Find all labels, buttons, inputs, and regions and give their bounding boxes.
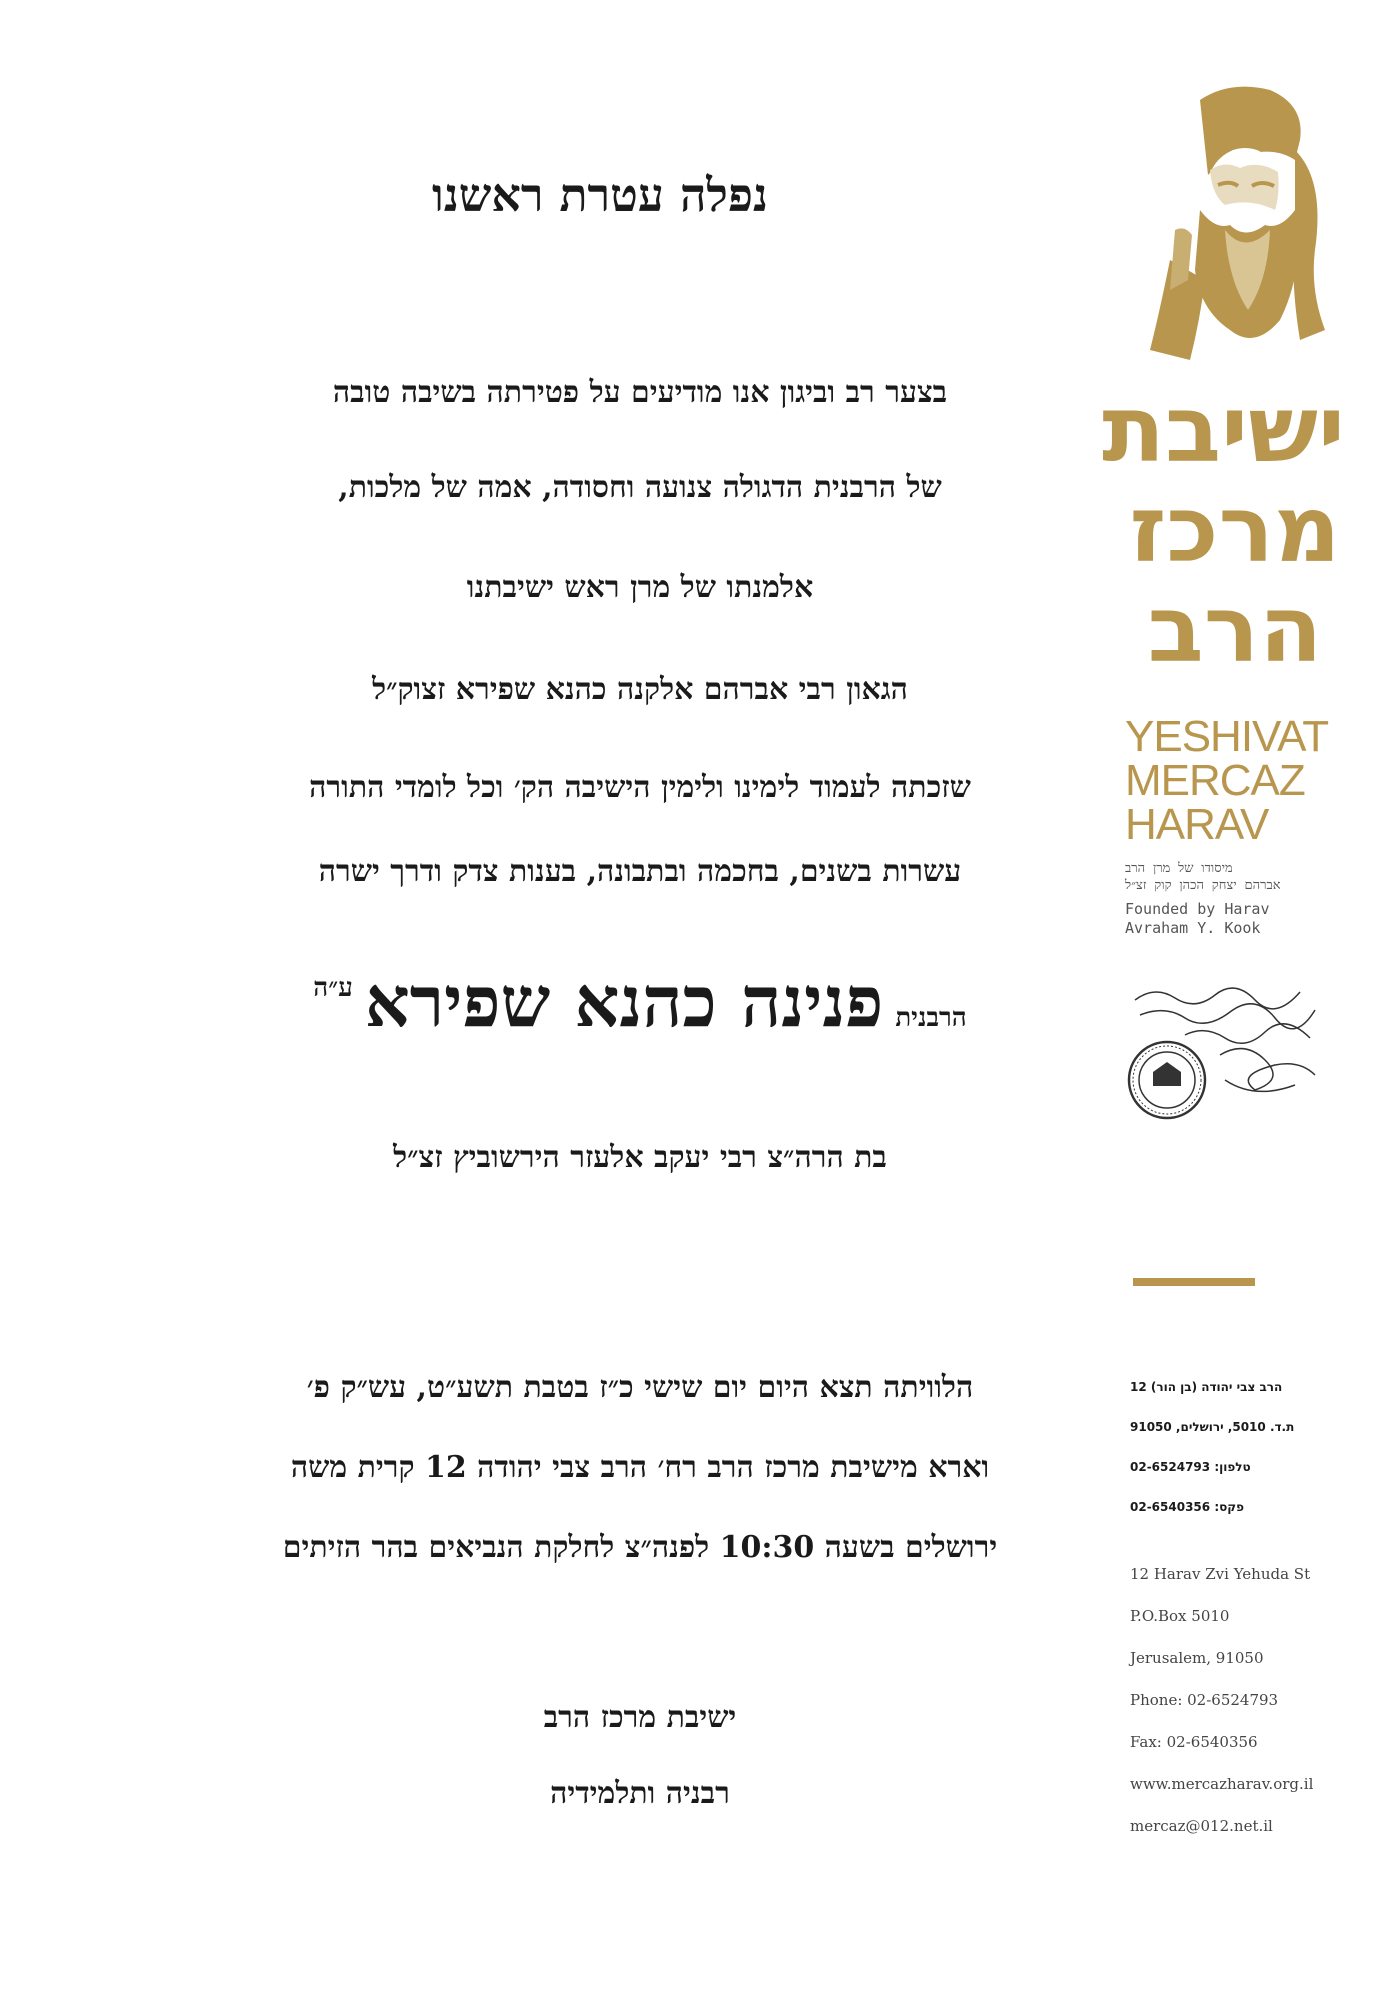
notice-line-6: עשרות בשנים, בחכמה ובתבונה, בענות צדק ודרך ישרה bbox=[318, 854, 962, 889]
contact-website-link[interactable]: www.mercazharav.org.il bbox=[1130, 1775, 1314, 1793]
contact-hebrew-address: הרב צבי יהודה (בן הור) 12 bbox=[1130, 1380, 1283, 1394]
contact-hebrew-pobox: ת.ד. 5010, ירושלים, 91050 bbox=[1130, 1420, 1295, 1434]
logo-hebrew-line-1: ישיבת bbox=[1102, 376, 1345, 483]
name-prefix: הרבנית bbox=[895, 1003, 967, 1033]
notice-line-1: בצער רב וביגון אנו מודיעים על פטירתה בשיבה טובה bbox=[332, 375, 948, 410]
founded-hebrew bbox=[1125, 860, 1335, 894]
contact-english-phone: Phone: 02-6524793 bbox=[1130, 1691, 1279, 1709]
founded-hebrew-line-2: אברהם יצחק הכהן קוק זצ״ל bbox=[1125, 878, 1281, 893]
founded-english-line-2: Avraham Y. Kook bbox=[1125, 919, 1261, 937]
gold-divider bbox=[1133, 1278, 1255, 1286]
founded-english-line-1: Founded by Harav bbox=[1125, 900, 1270, 918]
logo-hebrew bbox=[1102, 376, 1345, 683]
notice-line-2: של הרבנית הדגולה צנועה וחסודה, אמה של מלכות, bbox=[338, 470, 942, 505]
name-suffix: ע״ה bbox=[313, 973, 353, 1003]
deceased-name: פנינה כהנא שפירא bbox=[364, 960, 884, 1043]
contact-english-address: 12 Harav Zvi Yehuda St bbox=[1130, 1565, 1311, 1583]
logo-english-line-1: YESHIVAT bbox=[1125, 712, 1329, 761]
contact-email-link[interactable]: mercaz@012.net.il bbox=[1130, 1817, 1273, 1835]
contact-hebrew-fax: פקס: 02-6540356 bbox=[1130, 1500, 1245, 1514]
funeral-line-1: הלוויתה תצא היום יום שישי כ״ז בטבת תשע״ט, עש״ק פ׳ bbox=[306, 1370, 974, 1405]
lineage-line: בת הרה״צ רבי יעקב אלעזר הירשוביץ זצ״ל bbox=[393, 1140, 887, 1175]
logo-english-line-3: HARAV bbox=[1125, 800, 1269, 849]
contact-english-pobox: P.O.Box 5010 bbox=[1130, 1607, 1230, 1625]
rabbi-portrait-icon bbox=[1130, 80, 1330, 370]
contact-hebrew-phone: טלפון: 02-6524793 bbox=[1130, 1460, 1251, 1474]
notice-line-3: אלמנתו של מרן ראש ישיבתנו bbox=[466, 570, 814, 605]
notice-headline: נפלה עטרת ראשנו bbox=[432, 168, 768, 222]
funeral-line-3: ירושלים בשעה 10:30 לפנה״צ לחלקת הנביאים בהר הזיתים bbox=[282, 1530, 998, 1565]
notice-line-5: שזכתה לעמוד לימינו ולימין הישיבה הק׳ וכל לומדי התורה bbox=[309, 770, 971, 805]
logo-english bbox=[1125, 712, 1335, 849]
logo-hebrew-line-2: מרכז bbox=[1129, 476, 1341, 583]
founded-english bbox=[1125, 900, 1335, 938]
signature-line-1: ישיבת מרכז הרב bbox=[543, 1700, 737, 1735]
signature-line-2: רבניה ותלמידיה bbox=[550, 1776, 730, 1811]
funeral-line-2: וארא מישיבת מרכז הרב רח׳ הרב צבי יהודה 12 קרית משה bbox=[290, 1450, 990, 1485]
logo-english-line-2: MERCAZ bbox=[1125, 756, 1305, 805]
deceased-name-row bbox=[190, 960, 1090, 1044]
signature-stamp-icon bbox=[1125, 980, 1325, 1125]
contact-english-fax: Fax: 02-6540356 bbox=[1130, 1733, 1258, 1751]
founded-hebrew-line-1: מיסודו של מרן הרב bbox=[1125, 861, 1233, 876]
contact-english-city: Jerusalem, 91050 bbox=[1130, 1649, 1264, 1667]
logo-hebrew-line-3: הרב bbox=[1147, 576, 1323, 683]
notice-line-4: הגאון רבי אברהם אלקנה כהנא שפירא זצוק״ל bbox=[372, 672, 908, 707]
